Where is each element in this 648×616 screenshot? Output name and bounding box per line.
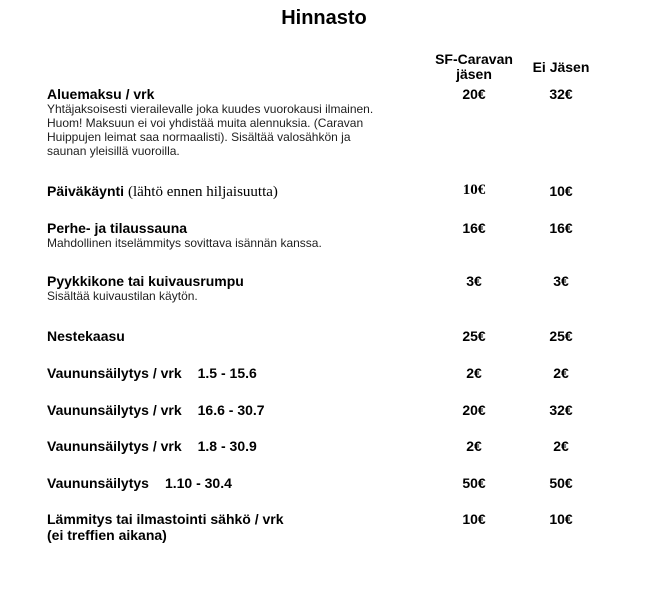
row-label: Päiväkäynti <box>47 183 125 199</box>
price-row-vaununsailytys <box>47 438 257 454</box>
member-price: 3€ <box>466 273 482 289</box>
member-price: 20€ <box>462 86 486 102</box>
row-description <box>47 102 427 158</box>
price-row-sauna <box>47 220 427 250</box>
price-row-aluemaksu <box>47 86 427 158</box>
row-label-wrapper <box>47 475 232 491</box>
row-label: Vaununsäilytys / vrk <box>47 365 182 381</box>
non-member-price: 50€ <box>549 475 573 491</box>
description-line: Yhtäjaksoisesti vierailevalle joka kuudes vuorokausi ilmainen. <box>47 102 374 116</box>
description-line: Huom! Maksuun ei voi yhdistää muita alennuksia. (Caravan <box>47 116 364 130</box>
row-label: Vaununsäilytys / vrk <box>47 438 182 454</box>
row-label: Vaununsäilytys <box>47 475 149 491</box>
price-row-paivakaynti <box>47 183 278 200</box>
non-member-price: 32€ <box>549 402 573 418</box>
price-row-nestekaasu <box>47 328 125 344</box>
date-range: 1.10 - 30.4 <box>164 475 232 491</box>
page-title: Hinnasto <box>281 7 367 29</box>
column-header-member-line2: jäsen <box>456 66 492 82</box>
column-header-member-line1: SF-Caravan <box>435 51 513 67</box>
row-label: Aluemaksu / vrk <box>47 86 155 102</box>
member-price: 10€ <box>462 182 486 198</box>
non-member-price: 32€ <box>549 86 573 102</box>
date-range: 1.5 - 15.6 <box>197 365 257 381</box>
description-line: saunan yleisillä vuoroilla. <box>47 144 180 158</box>
row-label: Pyykkikone tai kuivausrumpu <box>47 273 244 289</box>
non-member-price: 16€ <box>549 220 573 236</box>
member-price: 25€ <box>462 328 486 344</box>
date-range: 1.8 - 30.9 <box>197 438 257 454</box>
column-header-non-member: Ei Jäsen <box>532 59 590 75</box>
row-label: Lämmitys tai ilmastointi sähkö / vrk <box>47 511 284 527</box>
non-member-price: 10€ <box>549 183 573 199</box>
non-member-price: 10€ <box>549 511 573 527</box>
price-row-vaununsailytys <box>47 402 265 418</box>
non-member-price: 2€ <box>553 365 569 381</box>
row-label-wrapper <box>47 438 257 454</box>
row-label-wrapper <box>47 183 278 200</box>
price-row-lammitys <box>47 511 284 543</box>
non-member-price: 2€ <box>553 438 569 454</box>
row-label-wrapper <box>47 402 265 418</box>
price-row-vaununsailytys <box>47 365 257 381</box>
row-note: (lähtö ennen hiljaisuutta) <box>127 184 278 200</box>
date-range: 16.6 - 30.7 <box>197 402 265 418</box>
member-price: 50€ <box>462 475 486 491</box>
price-row-vaununsailytys-season <box>47 475 232 491</box>
non-member-price: 3€ <box>553 273 569 289</box>
column-header-member <box>430 52 518 82</box>
row-description: Mahdollinen itselämmitys sovittava isännän kanssa. <box>47 236 322 250</box>
row-label-wrapper <box>47 365 257 381</box>
member-price: 2€ <box>466 365 482 381</box>
row-description: Sisältää kuivaustilan käytön. <box>47 289 198 303</box>
row-label: Nestekaasu <box>47 328 125 344</box>
member-price: 2€ <box>466 438 482 454</box>
member-price: 16€ <box>462 220 486 236</box>
row-label: Vaununsäilytys / vrk <box>47 402 182 418</box>
non-member-price: 25€ <box>549 328 573 344</box>
price-row-pyykkikone <box>47 273 427 303</box>
description-line: Huippujen leimat saa normaalisti). Sisältää valosähkön ja <box>47 130 351 144</box>
row-label: Perhe- ja tilaussauna <box>47 220 188 236</box>
row-label-line2: (ei treffien aikana) <box>47 527 167 543</box>
member-price: 20€ <box>462 402 486 418</box>
member-price: 10€ <box>462 511 486 527</box>
